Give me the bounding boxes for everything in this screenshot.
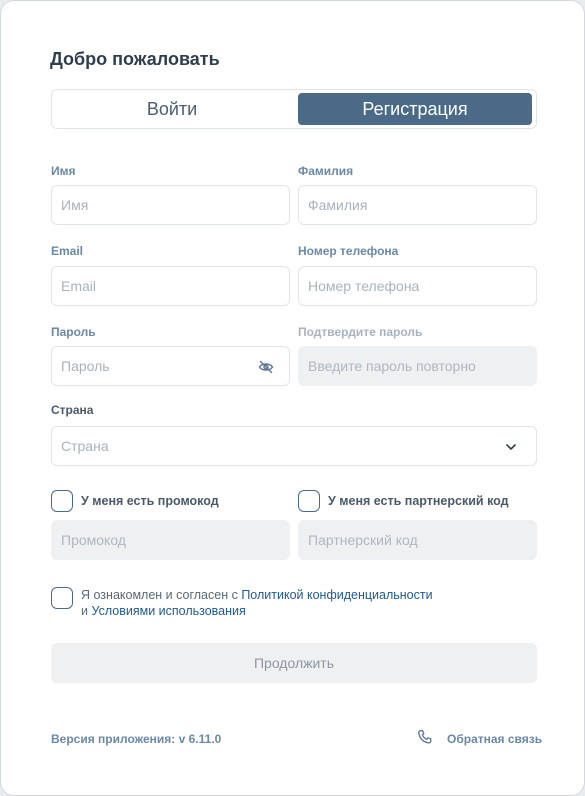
phone-icon [417, 729, 433, 750]
last-name-field [298, 185, 537, 225]
privacy-policy-link[interactable]: Политикой конфиденциальности [241, 588, 433, 602]
country-input[interactable] [61, 438, 527, 454]
country-select[interactable] [51, 426, 537, 466]
email-field [51, 266, 290, 306]
partner-field [298, 520, 537, 560]
app-version: Версия приложения: v 6.11.0 [51, 732, 222, 746]
partner-input[interactable] [308, 532, 527, 548]
tab-login[interactable]: Войти [146, 98, 198, 119]
feedback-label: Обратная связь [447, 732, 543, 746]
promo-checkbox[interactable] [51, 490, 73, 512]
continue-button[interactable]: Продолжить [51, 643, 537, 683]
phone-label: Номер телефона [298, 244, 399, 258]
partner-checkbox-label: У меня есть партнерский код [328, 494, 509, 508]
email-input[interactable] [61, 278, 280, 294]
password-field [51, 346, 290, 386]
promo-field [51, 520, 290, 560]
feedback-link[interactable] [417, 730, 542, 748]
eye-off-icon[interactable] [257, 358, 275, 376]
phone-input[interactable] [308, 278, 527, 294]
last-name-label: Фамилия [298, 164, 354, 178]
password-label: Пароль [51, 325, 96, 339]
confirm-password-label: Подтвердите пароль [298, 325, 423, 339]
consent-text [81, 587, 433, 619]
chevron-down-icon [502, 438, 520, 456]
consent-checkbox[interactable] [51, 587, 73, 609]
terms-of-use-link[interactable]: Условиями использования [91, 604, 246, 618]
page-title: Добро пожаловать [50, 49, 220, 69]
password-input[interactable] [61, 358, 249, 374]
first-name-field [51, 185, 290, 225]
phone-field [298, 266, 537, 306]
confirm-password-field [298, 346, 537, 386]
consent-conjunction: и [81, 604, 92, 618]
country-label: Страна [51, 403, 94, 417]
consent-prefix: Я ознакомлен и согласен с [81, 588, 242, 602]
first-name-input[interactable] [61, 197, 280, 213]
email-label: Email [51, 244, 84, 258]
confirm-password-input[interactable] [308, 358, 527, 374]
partner-checkbox[interactable] [298, 490, 320, 512]
promo-input[interactable] [61, 532, 280, 548]
last-name-input[interactable] [308, 197, 527, 213]
auth-tabs [51, 89, 537, 129]
promo-checkbox-label: У меня есть промокод [81, 494, 219, 508]
tab-register[interactable]: Регистрация [298, 93, 532, 125]
first-name-label: Имя [51, 164, 76, 178]
